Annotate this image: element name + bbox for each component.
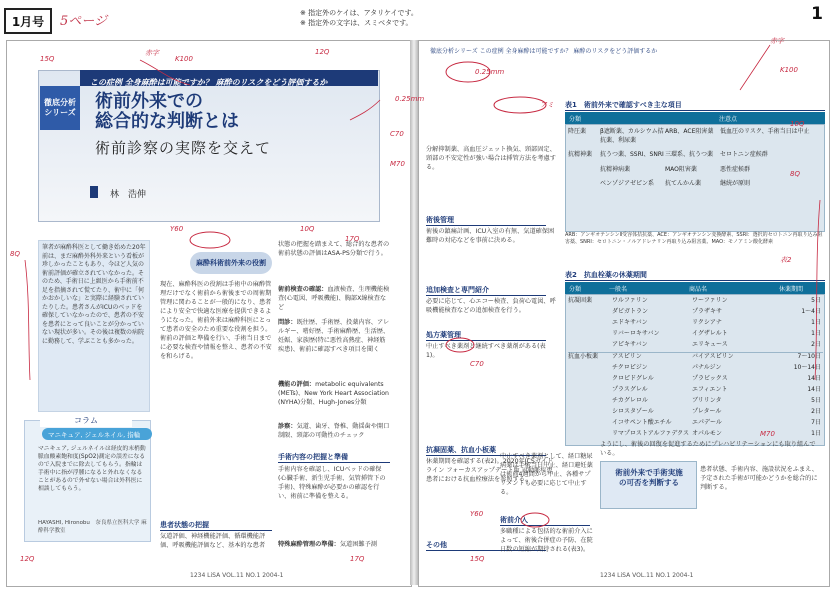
table-cell: セロトニン症候群 xyxy=(720,151,768,158)
right-body-col1c: 必要に応じて、心エコー検査、負荷心電図、呼吸機能検査などの追加検査を行う。 xyxy=(426,298,556,314)
right-body-col2b: 多職種による包括的な術前介入によって、術後合併症の予防、在院日数の短縮が期待される(表3)。 xyxy=(500,528,593,553)
special-anesthesia-text: 気道困難予測 xyxy=(339,541,377,548)
table-cell xyxy=(568,180,600,189)
table-cell: チカグレロル xyxy=(612,397,648,404)
annotation: K100 xyxy=(780,66,798,74)
author-bar xyxy=(90,186,98,198)
column-tab: マニキュア, ジェルネイル, 指輪 xyxy=(42,428,152,440)
table-cell: 抗血小板薬 xyxy=(568,353,599,360)
right-body-col3b: 患者状態、手術内容、施設状況をふまえ、予定された手術が可能かどうかを総合的に判断する。 xyxy=(700,466,818,491)
exam-item xyxy=(278,422,390,448)
interview-label: 問診： xyxy=(278,319,297,326)
left-body-col1: 現在、麻酔科医の役割は手術中の麻酔管理だけでなく術前から術後までの周術期管理に関わることが一般的になり、患者により安全で快適な医療を提供できるようになった。術前外来は麻酔科医にとって患者の安全のため重要な役割を担う。術前の評価と準備を行い、手術当日までに必要な検査や情報を整え、患者の不安を和らげる。 xyxy=(160,281,272,360)
page-gutter xyxy=(410,40,418,585)
table-cell: 2日 xyxy=(811,408,821,415)
table-cell: 1〜4日 xyxy=(801,308,821,315)
table-cell: 7〜10日 xyxy=(797,353,821,360)
annotation: 12Q xyxy=(20,555,35,563)
banner-lead: この症例 全身麻酔は可能ですか？ 麻酔のリスクをどう評価するか xyxy=(90,78,328,87)
table-cell: 10〜14日 xyxy=(793,364,821,371)
table-cell: プレタール xyxy=(692,408,722,415)
preop-exam-item xyxy=(278,285,390,311)
interview-item xyxy=(278,318,390,378)
table-cell: 三環系、抗うつ薬 xyxy=(665,151,714,158)
top-header xyxy=(0,0,833,40)
article-subtitle: 術前診察の実際を交えて xyxy=(95,139,272,157)
page-number: 1 xyxy=(811,4,823,24)
table-cell: プラビックス xyxy=(692,375,728,382)
annotation: M70 xyxy=(760,430,775,438)
series-badge xyxy=(40,86,80,130)
table-cell: 1日 xyxy=(811,319,821,326)
left-body-col1b: 気道評価、神経機能評価、循環機能評価、呼吸機能評価など、基本的な患者 xyxy=(160,533,266,549)
table-cell: 2日 xyxy=(811,341,821,348)
table-cell: 5日 xyxy=(811,297,821,304)
table-cell: プラスグレル xyxy=(612,386,648,393)
table-cell: 1日 xyxy=(811,330,821,337)
table-cell: シロスタゾール xyxy=(612,408,654,415)
table-row xyxy=(568,375,823,386)
function-text: metabolic equivalents (METs)、New York Heart Association (NYHA)分類、Hugh-Jones分類 xyxy=(278,381,389,406)
table-cell: 5日 xyxy=(811,397,821,404)
author-name: 林 浩伸 xyxy=(110,190,147,200)
table-row xyxy=(568,128,823,145)
table-cell: 14日 xyxy=(807,375,821,382)
table-cell: ワルファリン xyxy=(612,297,648,304)
table-cell: 1日 xyxy=(811,430,821,437)
table-cell: エリキュース xyxy=(692,341,728,348)
table-cell xyxy=(568,308,612,319)
table-cell: パナルジン xyxy=(692,364,722,371)
table-row xyxy=(568,319,823,330)
right-body-col3: ようにし、術後の回復を促進するためにプレハビリテーションにも取り組んでいる。 xyxy=(600,441,816,457)
table-row xyxy=(568,151,823,160)
table-cell: 低血圧のリスク、手術当日は中止 xyxy=(720,128,810,135)
table-cell: 抗精神病薬 xyxy=(600,165,631,173)
annotation: 17Q xyxy=(350,555,365,563)
table-cell xyxy=(568,375,612,386)
series-label: 徹底分析シリーズ xyxy=(44,98,76,117)
table-cell: プラザキサ xyxy=(692,308,723,315)
table-cell: エパデール xyxy=(692,419,722,426)
table-cell: ベンゾジアゼピン系 xyxy=(600,180,654,187)
table1-col-3: 注意点 xyxy=(719,115,738,123)
table-row xyxy=(568,419,823,430)
special-anesthesia-item xyxy=(278,540,390,558)
table-row xyxy=(568,397,823,408)
annotation: 10Q xyxy=(300,225,315,233)
right-footer: 1234 LiSA VOL.11 NO.1 2004-1 xyxy=(600,572,694,579)
subhead-antithrombotic: 抗凝固薬、抗血小板薬 xyxy=(426,445,546,456)
table2-col-4: 休薬期間 xyxy=(779,285,804,293)
table-row xyxy=(568,386,823,397)
annotation: 赤字 xyxy=(770,37,784,45)
banner-lead-bar xyxy=(80,70,378,86)
annotation: 表2 xyxy=(780,256,792,264)
annotation: 赤字 xyxy=(145,49,159,57)
annotation: 0.25mm xyxy=(395,95,425,103)
judgement-title: 術前外来で手術実施の可否を判断する xyxy=(615,468,683,487)
right-body-col2: 中止すべき薬剤として、経口糖尿病薬は手術当日中止、経口避妊薬は術前4週間から中止、各種サプリメントも必要に応じて中止する。 xyxy=(500,453,593,496)
table-cell: エフィエント xyxy=(692,386,728,393)
annotation: アミ xyxy=(540,101,554,109)
table-row xyxy=(568,364,823,375)
annotation: K100 xyxy=(175,55,193,63)
table2-title: 表2 抗血栓薬の休薬期間 xyxy=(565,270,825,281)
table-row xyxy=(568,341,823,352)
table2-header xyxy=(565,282,825,294)
right-body-col1e: 休薬期間を確認する(表2)。2020年JCSガイドライン フォーカスアップデート版 冠動脈疾患患者における抗血栓療法を参照する。 xyxy=(426,458,554,483)
interview-text: 既往歴、手術歴、投薬内容、アレルギー、嗜好歴、手術麻酔歴、生活歴、妊娠、家族歴(特に悪性高熱症、神経筋疾患)、術前に確認すべき項目を聞く xyxy=(278,319,390,353)
annotation: 10Q xyxy=(790,120,805,128)
title-line-1: 術前外来での xyxy=(95,91,203,112)
table-cell xyxy=(568,419,612,430)
table2-col-1: 分類 xyxy=(569,285,582,293)
subhead-surgery: 手術内容の把握と準備 xyxy=(278,452,390,463)
exam-text: 気道、歯牙、脊椎、動揺歯や開口制限、頸部の可動性のチェック xyxy=(278,423,390,439)
annotation: Y60 xyxy=(170,225,184,233)
table-cell xyxy=(568,319,612,330)
table-row xyxy=(568,297,823,308)
annotation: M70 xyxy=(390,160,405,168)
table-cell: 7日 xyxy=(811,419,821,426)
table-cell: チクロピジン xyxy=(612,364,648,371)
table2-col-3: 商品名 xyxy=(689,285,708,293)
table-row xyxy=(568,408,823,419)
table-cell: 抗凝固薬 xyxy=(568,297,593,304)
annotation: 8Q xyxy=(790,170,800,178)
table-cell: イグザレルト xyxy=(692,330,728,337)
annotation: 12Q xyxy=(315,48,330,56)
preop-exam-text: 血液検査、生理機能検査(心電図、呼吸機能)、胸部X線検査など xyxy=(278,286,390,311)
table-cell xyxy=(568,341,612,352)
table-cell: ブリリンタ xyxy=(692,397,722,404)
table-cell: 抗精神薬 xyxy=(568,151,593,158)
table1-title: 表1 術前外来で確認すべき主な項目 xyxy=(565,100,825,111)
left-footer: 1234 LiSA VOL.11 NO.1 2004-1 xyxy=(190,572,284,579)
table-cell xyxy=(568,386,612,397)
annotation: Y60 xyxy=(470,510,484,518)
annotation: 8Q xyxy=(10,250,20,258)
annotation: C70 xyxy=(470,360,484,368)
function-item xyxy=(278,380,390,420)
subhead-additional: 追加検査と専門紹介 xyxy=(426,285,546,296)
column-title: コラム xyxy=(40,413,132,427)
title-line-2: 総合的な判断とは xyxy=(95,111,239,132)
table2-rows xyxy=(568,297,823,441)
right-running-head: 徹底分析シリーズ この症例 全身麻酔は可能ですか？ 麻酔のリスクをどう評価するか xyxy=(430,48,658,55)
annotation: 15Q xyxy=(470,555,485,563)
subhead-patient-status: 患者状態の把握 xyxy=(160,520,272,531)
right-body-col1: 分解抑制薬、高血圧ジェット換気、頸部固定、頸部の不安定性が強い場合は挿管方法を考慮する。 xyxy=(426,146,556,171)
annotation: 17Q xyxy=(345,235,360,243)
right-body-col1d: 中止すべき薬剤と継続すべき薬剤がある(表1)。 xyxy=(426,343,546,359)
table-cell: リクシアナ xyxy=(692,319,722,326)
table-cell: アピキサバン xyxy=(612,341,648,348)
exam-label: 診察： xyxy=(278,423,297,430)
table-row xyxy=(568,180,823,189)
table-row xyxy=(568,352,823,364)
page-handwritten-note: 5ページ xyxy=(60,14,108,29)
annotation: 0.25mm xyxy=(475,68,505,76)
abstract-box: 筆者が麻酔科医として働き始めた20年前は、まだ麻酔外科外来という看板が珍しかったこともあり、今ほど人気の術前評価が確立されていなかった。そのため、手術日に上級医から手術前不足を指摘されて慌てたり、術中に「何かおかしいな」と実際に経験されていたりした。患者さんがICUのベッドを確保していなかったので、患者の不安を患者にとって良いことが分かっていない現状が多い。その後は複数の病院に勤務して、学ぶことも多かった。 xyxy=(38,240,150,412)
subhead-other: その他 xyxy=(426,540,546,551)
note-line-1: ※ 指定外のケイは、アタリケイです。 xyxy=(300,9,418,17)
section-heading-role: 麻酔科術前外来の役割 xyxy=(190,252,272,274)
author-affiliation: HAYASHI, Hironobu 奈良県立医科大学 麻酔科学教室 xyxy=(38,520,147,534)
table1-rows xyxy=(568,128,823,189)
preop-exam-label: 術前検査の確認： xyxy=(278,286,328,293)
table-cell: 14日 xyxy=(807,386,821,393)
column-text: マニキュア, ジェルネイルは経皮的末梢動脈血酸素飽和度(SpO2)測定の誤差になるので入院までに除去してもらう。指輪は手術中に指が浮腫になると外れなくなることがあるので外せない場合は外科医に相談してもらう。 xyxy=(38,446,146,492)
table1-note: ARB：アンギオテンシンⅡ受容体拮抗薬、ACE：アンギオテンシン変換酵素、SSRI：選択的セロトニン再取り込み阻害薬、SNRI：セロトニン・ノルアドレナリン再取り込み阻害薬、MAO：モノアミン酸化酵素 xyxy=(565,232,823,245)
table-cell xyxy=(568,166,600,175)
annotation: 15Q xyxy=(40,55,55,63)
table-cell: 降圧薬 xyxy=(568,128,587,135)
function-label: 機能の評価： xyxy=(278,381,316,388)
table-cell: 継続が原則 xyxy=(720,180,751,187)
table-cell: ダビガトラン xyxy=(612,308,649,315)
table-cell: ワーファリン xyxy=(692,297,728,304)
annotation: C70 xyxy=(390,130,404,138)
table-cell xyxy=(568,397,612,408)
right-body-col1b: 術後の鎮痛計画、ICU入室の有無、気道確保困難時の対応などを事前に決める。 xyxy=(426,228,555,244)
table2-col-2: 一般名 xyxy=(609,285,628,293)
table-cell: 抗うつ薬、SSRI、SNRI xyxy=(600,151,664,158)
left-body-col2e: 手術内容を確認し、ICUベッドの確保(心臓手術、新生児手術、気管挿管下の手術)、特殊麻酔が必要かの確認を行い、術前に準備を整える。 xyxy=(278,466,386,500)
table1-header xyxy=(565,112,825,124)
subhead-medication: 処方薬管理 xyxy=(426,330,546,341)
table-cell: リマプロストアルファデクス xyxy=(612,430,690,437)
table-cell: エドキサバン xyxy=(612,319,648,326)
note-line-2: ※ 指定外の文字は、スミベタです。 xyxy=(300,19,413,27)
table-cell xyxy=(568,364,612,375)
left-body-col2: 状態の把握を踏まえて、総合的な患者の術前状態の評価はASA-PS分類で行う。 xyxy=(278,241,390,257)
table-cell: リバーロキサバン xyxy=(612,330,660,337)
table1-col-1: 分類 xyxy=(569,115,582,123)
table-cell: MAO阻害薬 xyxy=(665,165,697,173)
table-row xyxy=(568,330,823,341)
table-cell: アスピリン xyxy=(612,353,642,360)
table-row xyxy=(568,166,823,175)
special-anesthesia-label: 特殊麻酔管理の準備： xyxy=(278,541,340,548)
table-cell: ARB、ACE阻害薬 xyxy=(665,128,714,135)
table-cell: オパルモン xyxy=(692,430,722,437)
article-title xyxy=(95,92,239,132)
table-cell xyxy=(568,408,612,419)
table-cell: イコサペント酸エチル xyxy=(612,419,672,426)
table-cell: 抗てんかん薬 xyxy=(665,180,702,187)
subhead-intervention: 術前介入 xyxy=(500,515,590,526)
table-cell xyxy=(568,330,612,341)
table-row xyxy=(568,308,823,319)
month-label: 1月号 xyxy=(4,8,52,34)
table-cell: バイアスピリン xyxy=(692,353,734,360)
table-cell: クロピドグレル xyxy=(612,375,654,382)
table-cell: 悪性症候群 xyxy=(720,165,751,173)
subhead-postop: 術後管理 xyxy=(426,215,546,226)
table-cell: β遮断薬、カルシウム拮抗薬、利尿薬 xyxy=(600,128,664,144)
